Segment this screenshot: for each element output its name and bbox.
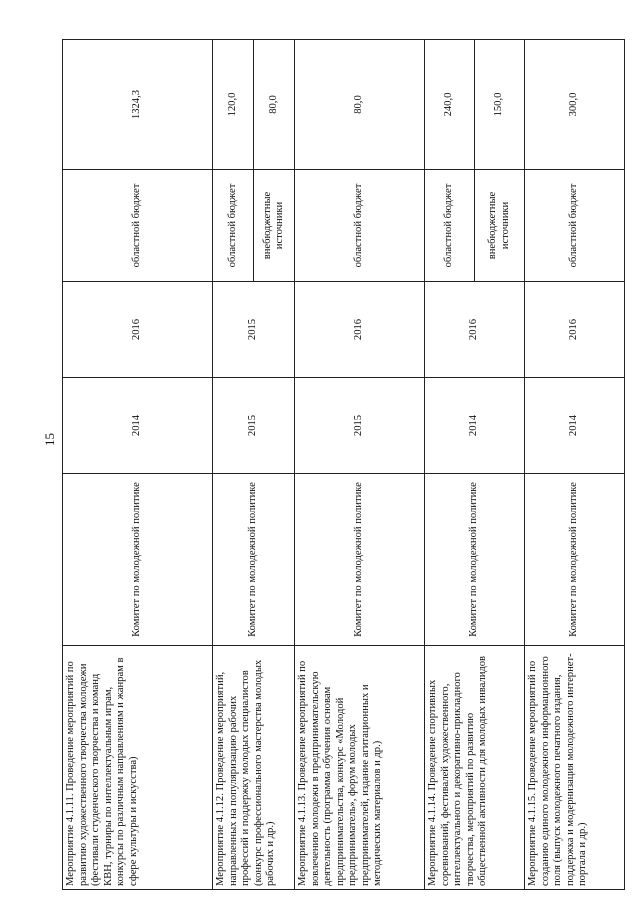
start-year-cell: 2014 bbox=[425, 378, 525, 474]
funding-amount-cell: 150,0 bbox=[475, 40, 525, 170]
event-description: Мероприятие 4.1.15. Проведение мероприятий по созданию единого молодежного информационного поля (выпуск молодежного печатного издания, поддержка и модернизация молодежного интернет-портала и др.) bbox=[525, 646, 625, 890]
funding-amount-cell: 240,0 bbox=[425, 40, 475, 170]
table-row bbox=[63, 40, 213, 890]
executor-cell: Комитет по молодежной политике bbox=[63, 474, 213, 646]
start-year-cell: 2015 bbox=[213, 378, 295, 474]
funding-amount-cell: 300,0 bbox=[525, 40, 625, 170]
event-description: Мероприятие 4.1.12. Проведение мероприятий, направленных на популяризацию рабочих профессий и поддержку молодых специалистов (конкурс профессионального мастерства молодых рабочих и др.) bbox=[213, 646, 295, 890]
table-row bbox=[213, 40, 254, 890]
funding-source-cell: внебюджетные источники bbox=[254, 170, 295, 282]
end-year-cell: 2015 bbox=[213, 282, 295, 378]
table-row bbox=[525, 40, 625, 890]
executor-cell: Комитет по молодежной политике bbox=[525, 474, 625, 646]
funding-source-cell: областной бюджет bbox=[295, 170, 425, 282]
event-description: Мероприятие 4.1.11. Проведение мероприятий по развитию художественного творчества молодежи (фестивали студенческого творчества и команд КВН, турниры по интеллектуальным играм, конкурсы по различным направлениям и жанрам в сфере культуры и искусства) bbox=[63, 646, 213, 890]
funding-source-cell: областной бюджет bbox=[425, 170, 475, 282]
program-events-table bbox=[62, 39, 625, 890]
table-row bbox=[295, 40, 425, 890]
end-year-cell: 2016 bbox=[295, 282, 425, 378]
event-description: Мероприятие 4.1.14. Проведение спортивных соревнований, фестивалей художественного, интеллектуального и декоративно-прикладного творчества, мероприятий по развитию общественной активности для молодых инвалидов bbox=[425, 646, 525, 890]
document-sheet bbox=[62, 40, 588, 890]
end-year-cell: 2016 bbox=[525, 282, 625, 378]
start-year-cell: 2015 bbox=[295, 378, 425, 474]
table-row bbox=[425, 40, 475, 890]
executor-cell: Комитет по молодежной политике bbox=[295, 474, 425, 646]
funding-source-cell: областной бюджет bbox=[213, 170, 254, 282]
funding-amount-cell: 1324,3 bbox=[63, 40, 213, 170]
executor-cell: Комитет по молодежной политике bbox=[425, 474, 525, 646]
funding-source-cell: областной бюджет bbox=[63, 170, 213, 282]
funding-amount-cell: 120,0 bbox=[213, 40, 254, 170]
start-year-cell: 2014 bbox=[525, 378, 625, 474]
executor-cell: Комитет по молодежной политике bbox=[213, 474, 295, 646]
funding-source-cell: областной бюджет bbox=[525, 170, 625, 282]
funding-amount-cell: 80,0 bbox=[254, 40, 295, 170]
end-year-cell: 2016 bbox=[425, 282, 525, 378]
start-year-cell: 2014 bbox=[63, 378, 213, 474]
funding-amount-cell: 80,0 bbox=[295, 40, 425, 170]
table-body bbox=[63, 40, 625, 890]
end-year-cell: 2016 bbox=[63, 282, 213, 378]
event-description: Мероприятие 4.1.13. Проведение мероприятий по вовлечению молодежи в предпринимательскую деятельность (программа обучения основам предпринимательства, конкурс «Молодой предприниматель», форум молодых предпринимателей, издание агитационных и методических материалов и др.) bbox=[295, 646, 425, 890]
page-number: 15 bbox=[42, 433, 57, 446]
funding-source-cell: внебюджетные источники bbox=[475, 170, 525, 282]
